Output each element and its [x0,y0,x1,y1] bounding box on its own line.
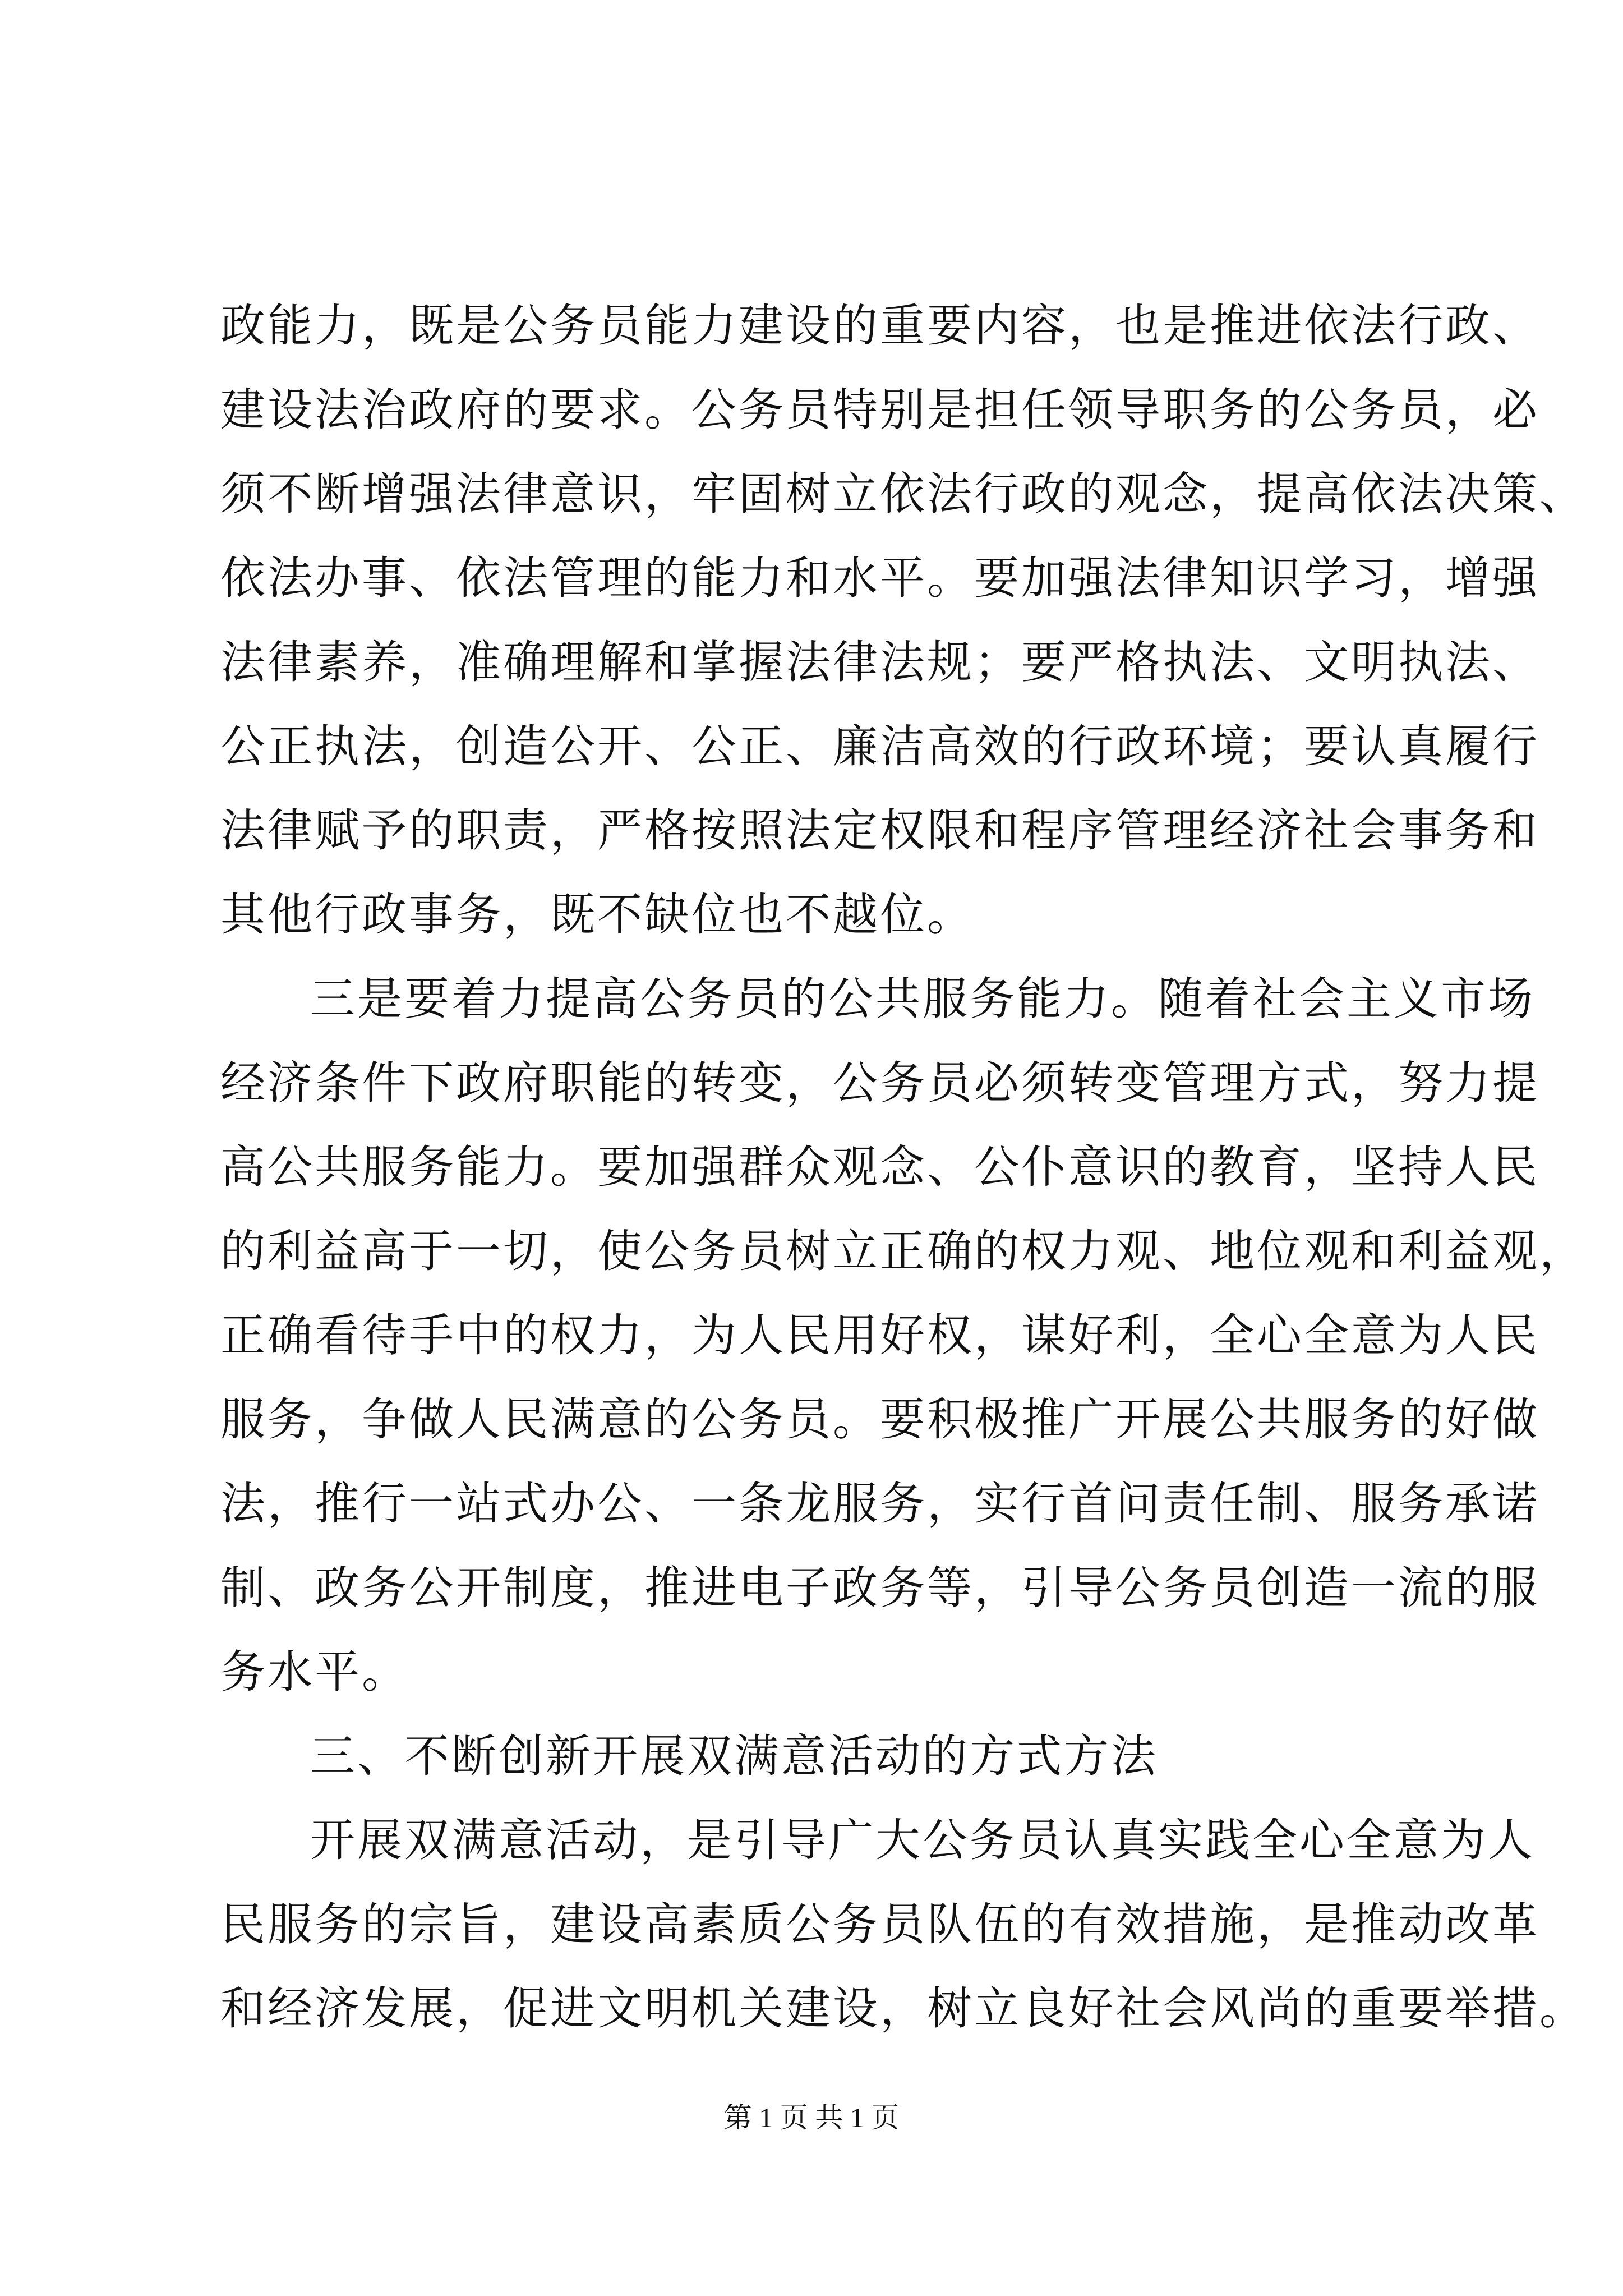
text-line: 须不断增强法律意识，牢固树立依法行政的观念，提高依法决策、 [220,468,1587,520]
text-line: 依法办事、依法管理的能力和水平。要加强法律知识学习，增强 [220,552,1539,604]
text-line: 高公共服务能力。要加强群众观念、公仆意识的教育，坚持人民 [220,1141,1539,1193]
text-line: 制、政务公开制度，推进电子政务等，引导公务员创造一流的服 [220,1562,1539,1614]
paragraph-first-line: 开展双满意活动，是引导广大公务员认真实践全心全意为人 [310,1814,1535,1866]
text-line: 建设法治政府的要求。公务员特别是担任领导职务的公务员，必 [220,384,1539,436]
text-line: 政能力，既是公务员能力建设的重要内容，也是推进依法行政、 [220,300,1539,352]
section-heading: 三、不断创新开展双满意活动的方式方法 [310,1730,1158,1782]
text-line: 务水平。 [220,1646,409,1698]
text-line: 正确看待手中的权力，为人民用好权，谋好利，全心全意为人民 [220,1309,1539,1361]
page-number-footer: 第 1 页 共 1 页 [723,2102,900,2133]
text-line: 经济条件下政府职能的转变，公务员必须转变管理方式，努力提 [220,1057,1539,1109]
text-line: 法律素养，准确理解和掌握法律法规；要严格执法、文明执法、 [220,636,1539,688]
text-line: 法，推行一站式办公、一条龙服务，实行首问责任制、服务承诺 [220,1478,1539,1530]
text-line: 其他行政事务，既不缺位也不越位。 [220,889,974,941]
text-line: 的利益高于一切，使公务员树立正确的权力观、地位观和利益观， [220,1225,1587,1277]
text-line: 和经济发展，促进文明机关建设，树立良好社会风尚的重要举措。 [220,1982,1587,2035]
paragraph-first-line: 三是要着力提高公务员的公共服务能力。随着社会主义市场 [310,973,1535,1025]
text-line: 法律赋予的职责，严格按照法定权限和程序管理经济社会事务和 [220,804,1539,857]
text-line: 服务，争做人民满意的公务员。要积极推广开展公共服务的好做 [220,1393,1539,1446]
text-line: 公正执法，创造公开、公正、廉洁高效的行政环境；要认真履行 [220,720,1539,772]
text-line: 民服务的宗旨，建设高素质公务员队伍的有效措施，是推动改革 [220,1898,1539,1950]
